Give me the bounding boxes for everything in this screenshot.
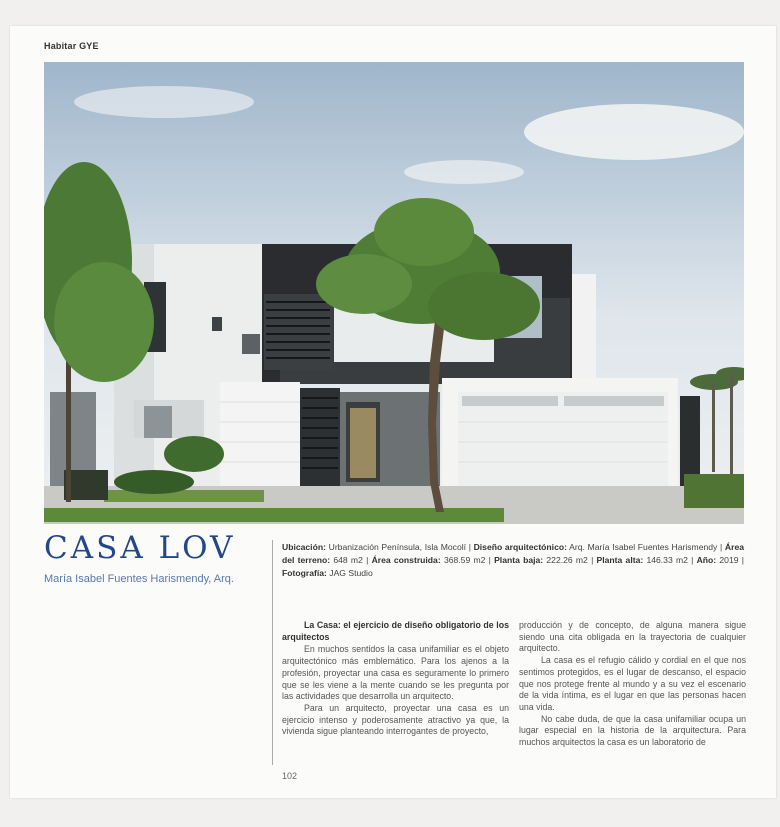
body-column-1 — [282, 620, 509, 738]
land-area-value: 648 m2 — [333, 555, 363, 565]
article-title: CASA LOV — [44, 530, 236, 566]
upper-floor-value: 146.33 m2 — [646, 555, 688, 565]
year-label: Año: — [696, 555, 717, 565]
location-value: Urbanización Península, Isla Mocolí — [328, 542, 467, 552]
design-label: Diseño arquitectónico: — [473, 542, 567, 552]
built-area-value: 368.59 m2 — [443, 555, 486, 565]
page-number: 102 — [282, 771, 298, 781]
section-label: Habitar GYE — [44, 41, 99, 51]
photo-credit-value: JAG Studio — [329, 568, 373, 578]
land-area-label: Área del terreno: — [282, 542, 744, 565]
body-paragraph: producción y de concepto, de alguna manera sigue siendo una cita obligada en la trayectoria de cualquier arquitecto. — [519, 620, 746, 654]
column-divider — [272, 540, 273, 765]
article-author: María Isabel Fuentes Harismendy, Arq. — [44, 573, 234, 585]
ground-floor-label: Planta baja: — [494, 555, 544, 565]
location-label: Ubicación: — [282, 542, 326, 552]
body-paragraph: En muchos sentidos la casa unifamiliar es el objeto arquitectónico más emblemático. Para los ajenos a la profesión, proyectar una casa es seguramente lo primero que se les viene a la mente cuando se les pregunta por las actividades que desarrolla un arquitecto. — [282, 644, 509, 702]
photo-credit-label: Fotografía: — [282, 568, 327, 578]
body-paragraph: Para un arquitecto, proyectar una casa es un ejercicio intenso y poderosamente atractivo ya que, la vivienda sigue planteando interrogantes de proyecto, — [282, 702, 509, 737]
built-area-label: Área construida: — [371, 555, 441, 565]
upper-floor-label: Planta alta: — [596, 555, 644, 565]
year-value: 2019 — [719, 555, 739, 565]
design-value: Arq. María Isabel Fuentes Harismendy — [569, 542, 718, 552]
body-column-2 — [519, 620, 746, 749]
house-photo — [44, 62, 744, 524]
body-paragraph: No cabe duda, de que la casa unifamiliar ocupa un lugar especial en la historia de la arquitectura. Para muchos arquitectos la casa es un laboratorio de — [519, 713, 746, 748]
body-heading: La Casa: el ejercicio de diseño obligatorio de los arquitectos — [282, 620, 509, 642]
project-details: Ubicación: Urbanización Península, Isla Mocolí | Diseño arquitectónico: Arq. María Isabel Fuentes Harismendy | Área del terreno: 648 m2 | Área construida: 368.59 m2 | Planta baja: 222.26 m2 | Planta alta: 146.33 m2 | Año: 2019 | Fotografía: JAG Studio — [282, 542, 744, 578]
body-paragraph: La casa es el refugio cálido y cordial en el que nos sentimos protegidos, es el lugar de descanso, el espacio que nos protege frente al mundo y a su vez el escenario de la vida íntima, es el lugar en que las personas hacen una vida. — [519, 655, 746, 712]
ground-floor-value: 222.26 m2 — [546, 555, 588, 565]
